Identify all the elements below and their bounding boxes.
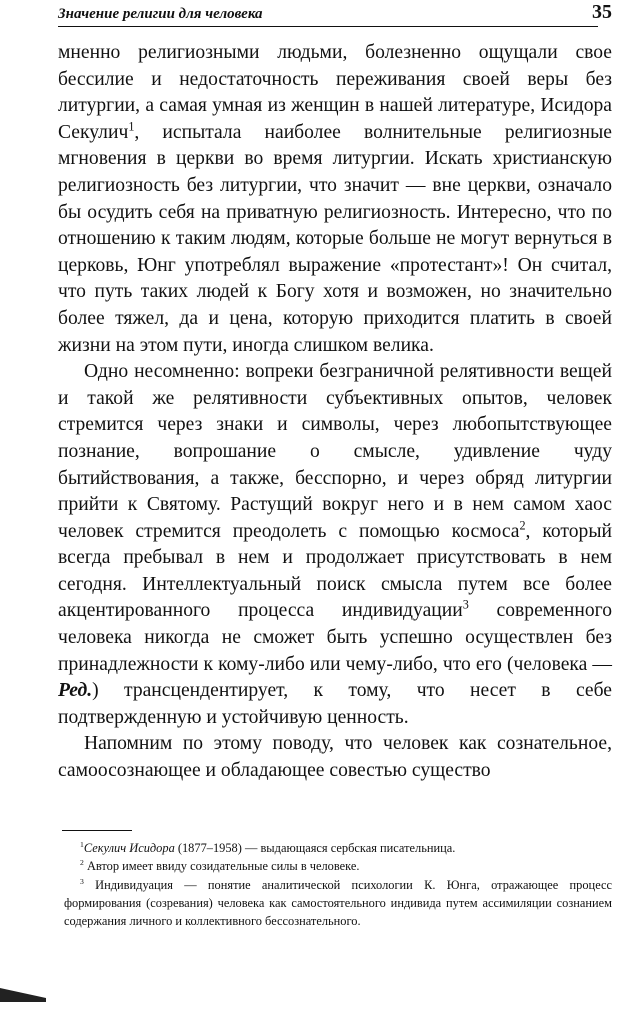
paragraph-1-text-b: , испытала наиболее волнительные религиозные мгновения в церкви во время литургии. Искать христианскую религиозность без литургии, что значит — вне церкви, означало бы осудить себя на приватную религиозность. Интересно, что по отношению к таким людям, которые больше не могут вернуться в церковь, Юнг употреблял выражение «протестант»! Он считал, что путь таких людей к Богу хотя и возможен, но значительно более тяжел, да и цена, которую приходится платить в своей жизни на этом пути, иногда слишком велика. bbox=[58, 121, 612, 356]
footnote-2 bbox=[64, 857, 612, 875]
paragraph-2-text-b: , который всегда пребывал в нем и продолжает присутствовать в нем сегодня. Интеллектуальный поиск смысла путем все более акцентированного процесса индивидуации bbox=[58, 520, 612, 622]
footnote-2-text: Автор имеет ввиду созидательные силы в человеке. bbox=[83, 859, 360, 874]
paragraph-2-text-d: ) трансцендентирует, к тому, что несет в себе подтвержденную и устойчивую ценность. bbox=[58, 680, 612, 728]
footnote-1-number: 1 bbox=[80, 839, 84, 849]
footnote-3-number: 3 bbox=[80, 876, 84, 886]
footnote-separator bbox=[62, 830, 132, 831]
running-title: Значение религии для человека bbox=[58, 6, 263, 22]
footnotes bbox=[64, 839, 612, 930]
editor-abbrev: Ред. bbox=[58, 680, 93, 702]
paragraph-2-text-c: современного человека никогда не сможет быть успешно осуществлен без принадлежности к кому-либо или чему-либо, что его (человека — bbox=[58, 600, 612, 675]
footnote-3 bbox=[64, 876, 612, 931]
footnote-1-name: Секулич Исидора bbox=[83, 841, 175, 855]
paragraph-1 bbox=[58, 40, 612, 359]
footnote-ref-2: 2 bbox=[519, 518, 526, 533]
paragraph-2 bbox=[58, 359, 612, 731]
paragraph-1-text-a: мненно религиозными людьми, болезненно ощущали свое бессилие и недостаточность переживания своей веры без литургии, а самая умная из женщин в нашей литературе, Исидора Секулич bbox=[58, 42, 612, 143]
footnote-2-number: 2 bbox=[80, 858, 84, 868]
footnote-ref-1: 1 bbox=[128, 119, 135, 134]
paragraph-2-text-a: Одно несомненно: вопреки безграничной релятивности вещей и такой же релятивности субъективных опытов, человек стремится через знаки и символы, через любопытствующее познание, вопрошание о смысле, удивление чуду бытийствования, а также, бесспорно, и через обряд литургии прийти к Святому. Растущий вокруг него и в нем самом хаос человек стремится преодолеть с помощью космоса bbox=[58, 361, 612, 542]
footnote-1 bbox=[64, 839, 612, 857]
scan-edge-shadow bbox=[0, 988, 46, 1002]
footnote-1-text: (1877–1958) — выдающаяся сербская писательница. bbox=[174, 841, 456, 855]
main-text bbox=[58, 40, 612, 785]
paragraph-3: Напомним по этому поводу, что человек как сознательное, самоосознающее и обладающее совестью существо bbox=[58, 733, 612, 782]
running-header bbox=[58, 1, 612, 27]
footnote-3-text: Индивидуация — понятие аналитической психологии К. Юнга, отражающее процесс формирования (созревания) человека как самостоятельного индивида путем ассимиляции сознанием содержания личного и коллективного бессознательного. bbox=[64, 877, 612, 929]
footnote-ref-3: 3 bbox=[462, 597, 469, 612]
page-number: 35 bbox=[592, 1, 612, 23]
